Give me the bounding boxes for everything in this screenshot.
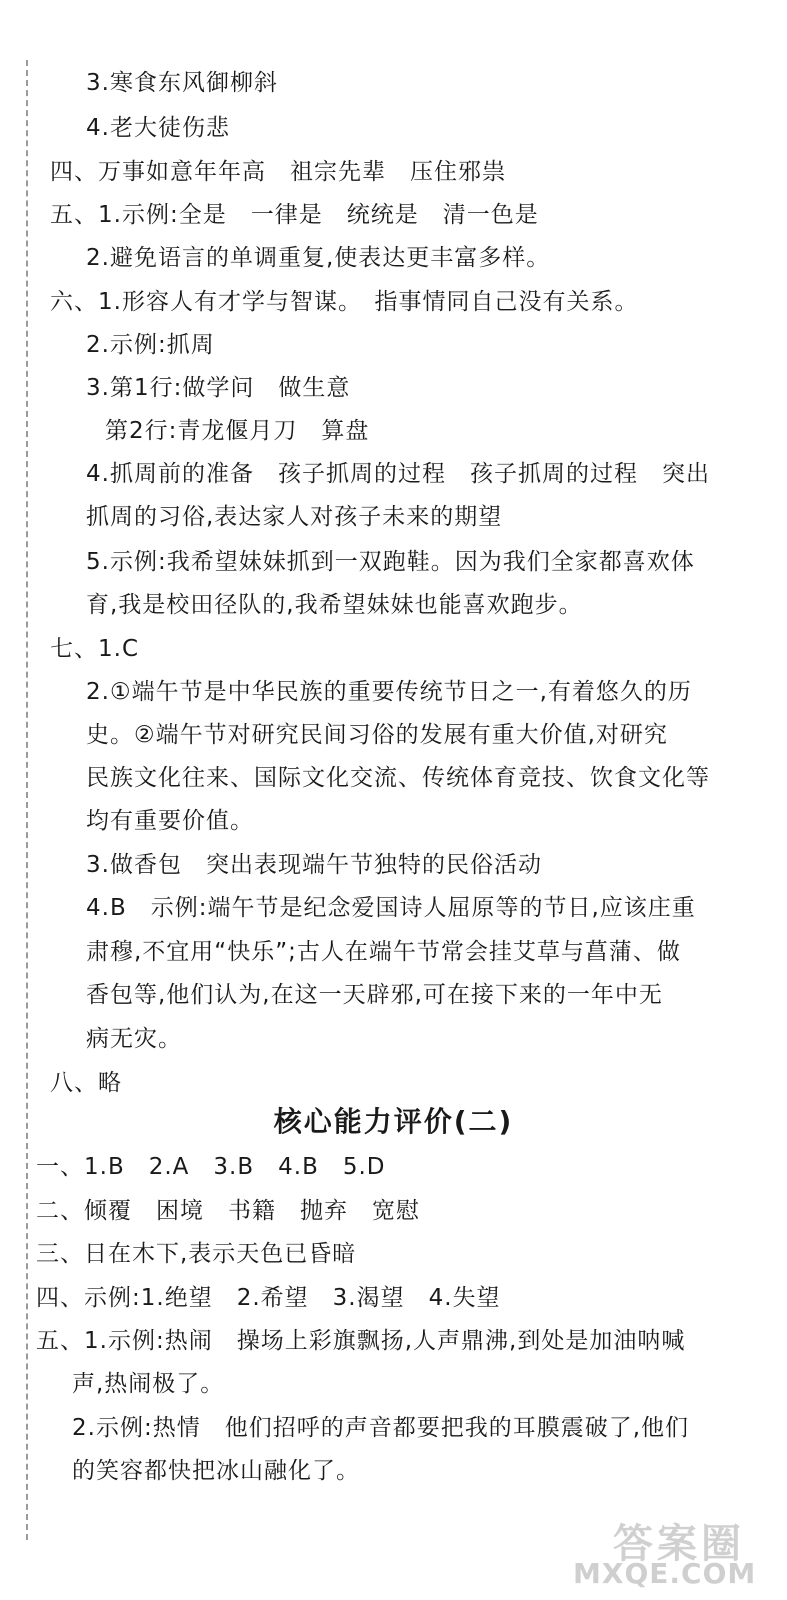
answer-line: 香包等,他们认为,在这一天辟邪,可在接下来的一年中无 [86,982,663,1008]
answer-line: 四、示例:1.绝望 2.希望 3.渴望 4.失望 [36,1285,501,1311]
watermark-logo-text: 答案圈 [613,1521,745,1567]
answer-line: 二、倾覆 困境 书籍 抛弃 宽慰 [36,1198,420,1224]
answer-line: 3.做香包 突出表现端午节独特的民俗活动 [86,852,542,878]
answer-line: 2.①端午节是中华民族的重要传统节日之一,有着悠久的历 [86,679,692,705]
section-title: 核心能力评价(二) [273,1105,514,1138]
answer-line: 五、1.示例:全是 一律是 统统是 清一色是 [50,202,539,228]
answer-line: 肃穆,不宜用“快乐”;古人在端午节常会挂艾草与菖蒲、做 [86,939,681,965]
watermark-logo [573,1512,773,1592]
answer-line: 声,热闹极了。 [72,1371,225,1397]
watermark-url: MXQE.COM [573,1557,757,1590]
answer-line: 4.抓周前的准备 孩子抓周的过程 孩子抓周的过程 突出 [86,461,710,487]
answer-line: 3.第1行:做学问 做生意 [86,375,351,401]
answer-line: 抓周的习俗,表达家人对孩子未来的期望 [86,504,503,530]
answer-line: 育,我是校田径队的,我希望妹妹也能喜欢跑步。 [86,592,583,618]
answer-line: 2.示例:抓周 [86,332,215,358]
answer-line: 史。②端午节对研究民间习俗的发展有重大价值,对研究 [86,722,668,748]
answer-line: 四、万事如意年年高 祖宗先辈 压住邪祟 [50,159,506,185]
answer-line: 均有重要价值。 [86,808,254,834]
answer-line: 八、略 [50,1070,122,1096]
answer-line: 2.避免语言的单调重复,使表达更丰富多样。 [86,245,551,271]
answer-line: 4.老大徒伤悲 [86,115,230,141]
answer-line: 病无灾。 [86,1026,182,1052]
margin-dashed-rule [26,60,28,1540]
answer-line: 七、1.C [50,636,140,662]
answer-line: 第2行:青龙偃月刀 算盘 [105,418,370,444]
answer-line: 的笑容都快把冰山融化了。 [72,1458,360,1484]
answer-line: 2.示例:热情 他们招呼的声音都要把我的耳膜震破了,他们 [72,1415,690,1441]
answer-line: 民族文化往来、国际文化交流、传统体育竞技、饮食文化等 [86,765,710,791]
answer-line: 五、1.示例:热闹 操场上彩旗飘扬,人声鼎沸,到处是加油呐喊 [36,1328,686,1354]
answer-line: 4.B 示例:端午节是纪念爱国诗人屈原等的节日,应该庄重 [86,895,696,921]
answer-line: 三、日在木下,表示天色已昏暗 [36,1241,357,1267]
answer-line: 六、1.形容人有才学与智谋。 指事情同自己没有关系。 [50,289,639,315]
answer-line: 一、1.B 2.A 3.B 4.B 5.D [36,1154,386,1180]
answer-line: 3.寒食东风御柳斜 [86,70,278,96]
answer-line: 5.示例:我希望妹妹抓到一双跑鞋。因为我们全家都喜欢体 [86,549,695,575]
